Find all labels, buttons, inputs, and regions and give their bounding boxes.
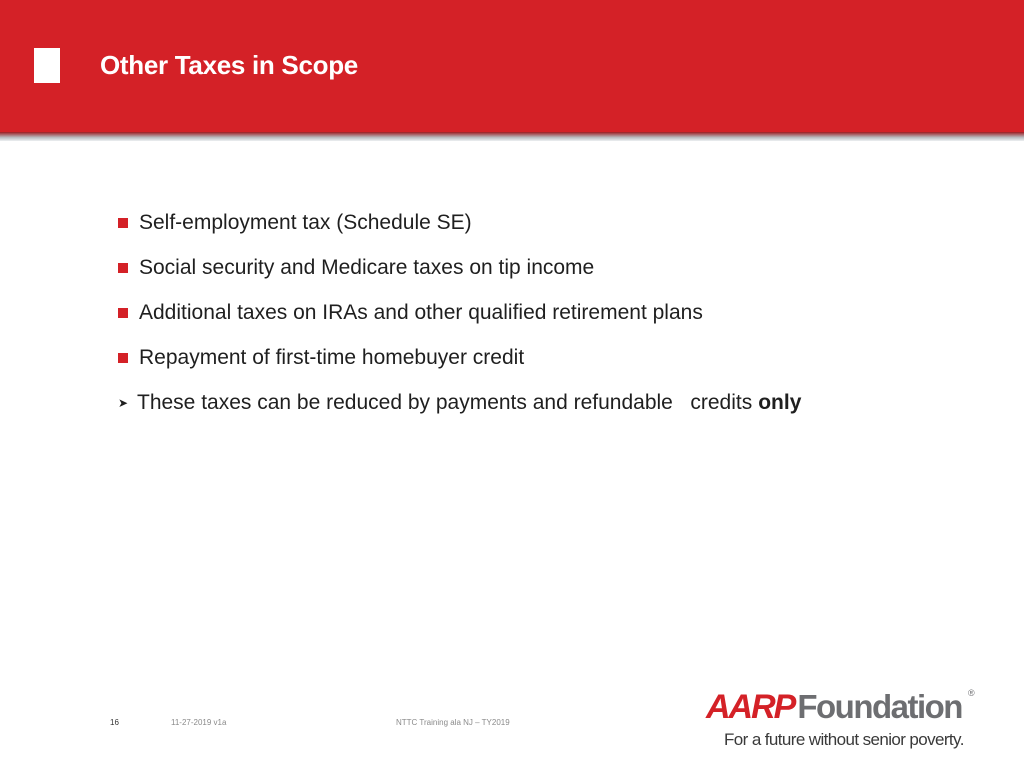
slide-title: Other Taxes in Scope [100,50,358,80]
square-bullet-icon [118,263,128,273]
header-square-icon [34,48,60,83]
logo-tagline: For a future without senior poverty. [724,730,964,749]
square-bullet-icon [118,218,128,228]
logo-name: Foundation [797,688,962,725]
square-bullet-icon [118,308,128,318]
version-label: 11-27-2019 v1a [171,718,227,727]
sub-bullet-text: These taxes can be reduced by payments and refundable credits [137,390,753,414]
header-divider [0,132,1024,141]
arrow-bullet-icon: ➤ [118,395,129,410]
logo-wordmark [706,688,962,726]
bullet-item [118,245,978,290]
bullet-text: Social security and Medicare taxes on tip income [139,255,595,279]
training-label: NTTC Training ala NJ – TY2019 [396,718,510,727]
bullet-text: Self-employment tax (Schedule SE) [139,210,472,234]
bullet-item [118,335,978,380]
sub-bullet-emphasis: only [758,390,802,414]
header-bar [0,0,1024,132]
registered-mark: ® [968,688,975,698]
bullet-text: Repayment of first-time homebuyer credit [139,345,525,369]
square-bullet-icon [118,353,128,363]
bullet-list [118,200,978,425]
logo-brand: AARP [706,688,795,726]
sub-bullet-item [118,380,978,425]
bullet-item [118,200,978,245]
aarp-foundation-logo [706,688,976,758]
bullet-text: Additional taxes on IRAs and other qualified retirement plans [139,300,703,324]
bullet-item [118,290,978,335]
page-number: 16 [110,718,119,727]
